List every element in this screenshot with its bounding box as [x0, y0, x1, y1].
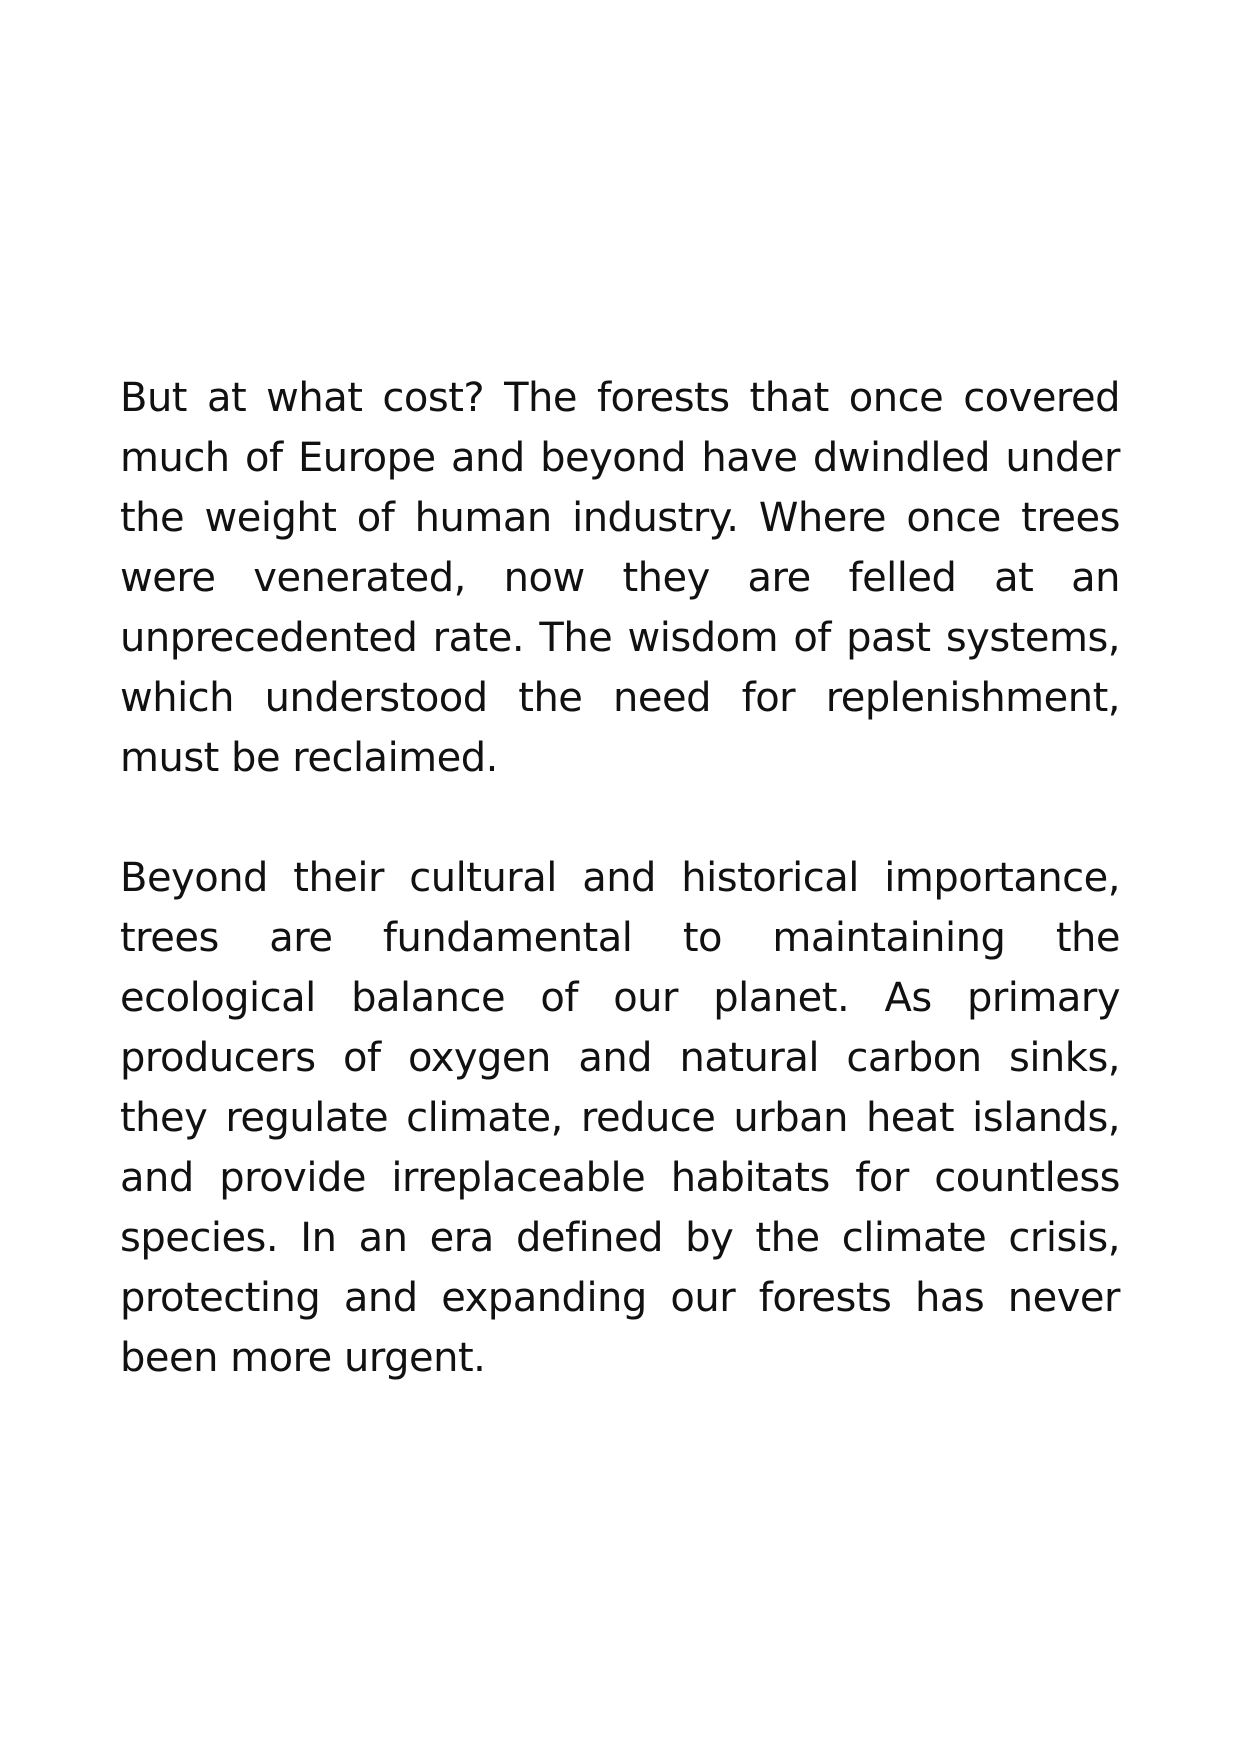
body-text — [120, 368, 1120, 1388]
paragraph-cost-of-deforestation: But at what cost? The forests that once covered much of Europe and beyond have dwindled under the weight of human industry. Where once trees were venerated, now they are felled at an unprecedented rate. The wisdom of past systems, which understood the need for replenishment, must be reclaimed. — [120, 375, 1120, 781]
paragraph-ecological-importance: Beyond their cultural and historical importance, trees are fundamental to maintaining the ecological balance of our planet. As primary producers of oxygen and natural carbon sinks, they regulate climate, reduce urban heat islands, and provide irreplaceable habitats for countless species. In an era defined by the climate crisis, protecting and expanding our forests has never been more urgent. — [120, 855, 1120, 1381]
